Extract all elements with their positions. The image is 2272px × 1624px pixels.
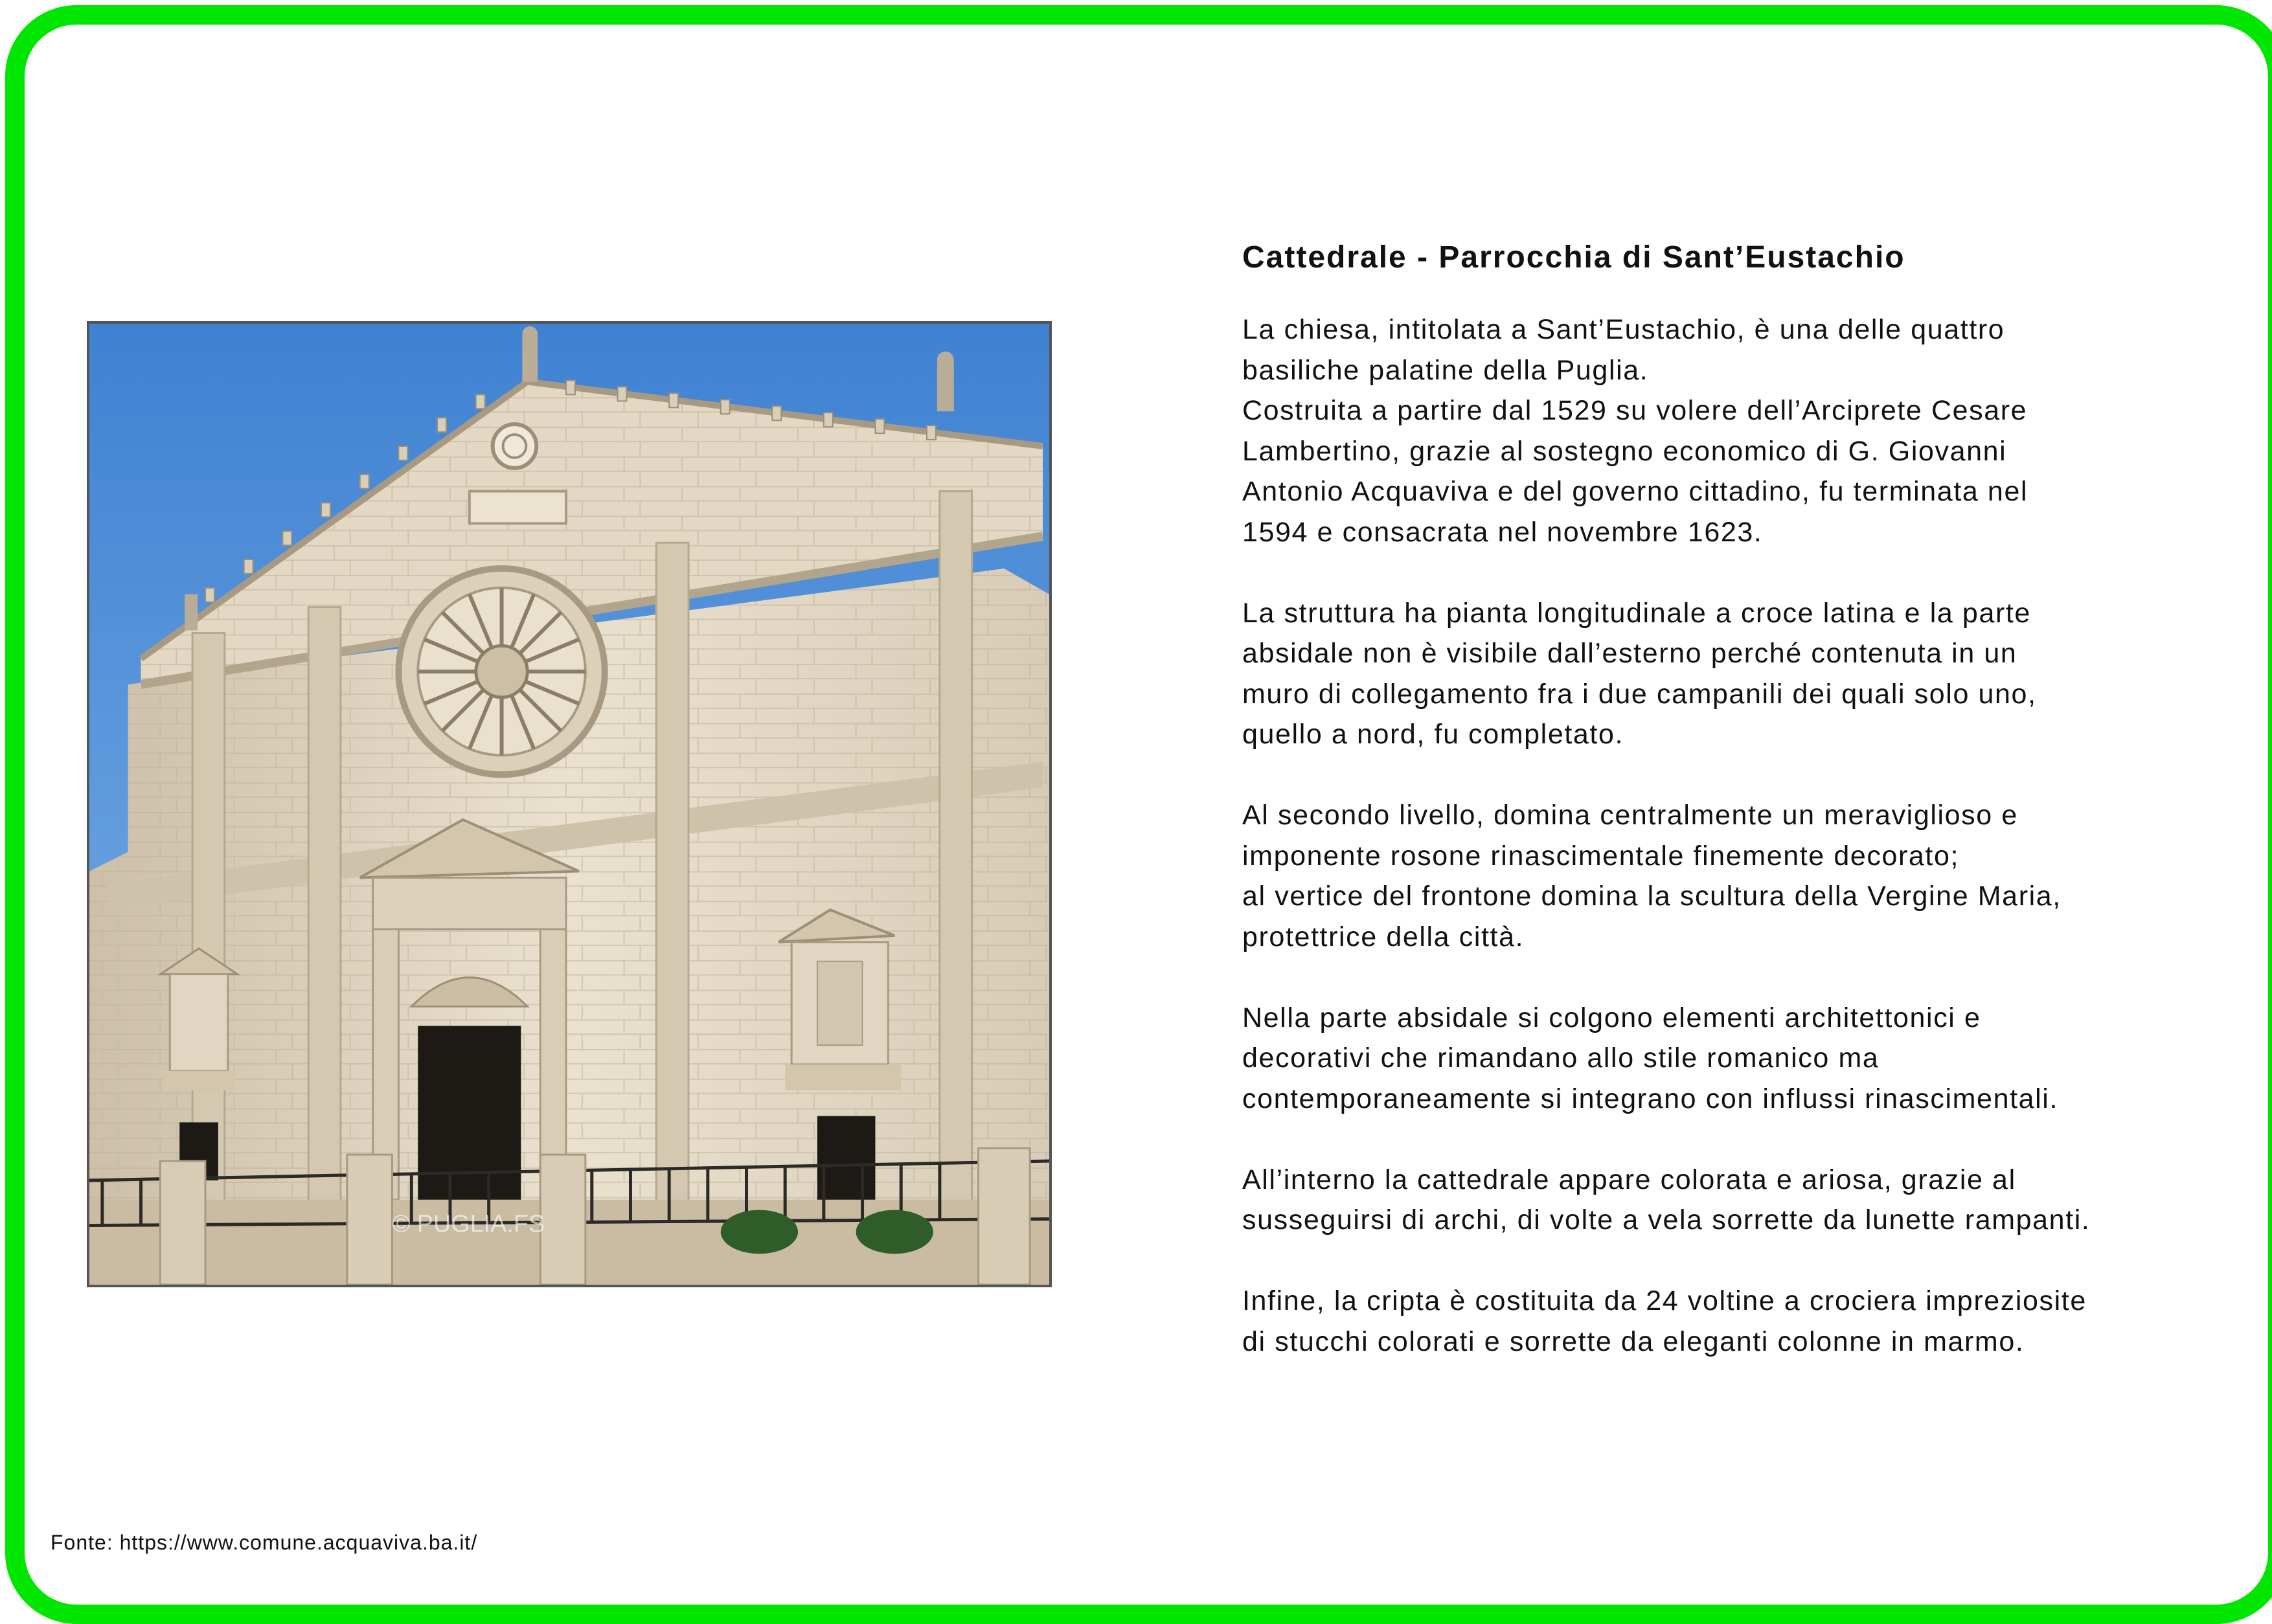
text-line: contemporaneamente si integrano con influssi rinascimentali. <box>1242 1083 2059 1114</box>
text-line: al vertice del frontone domina la scultura della Vergine Maria, <box>1242 881 2062 912</box>
paragraph-history <box>1242 310 2201 552</box>
text-line: imponente rosone rinascimentale finemente decorato; <box>1242 840 1960 872</box>
text-line: basiliche palatine della Puglia. <box>1242 354 1649 386</box>
text-line: di stucchi colorati e sorrette da eleganti colonne in marmo. <box>1242 1325 2025 1357</box>
cathedral-facade-image <box>89 324 1049 1285</box>
paragraph-interior <box>1242 1160 2201 1241</box>
cathedral-photo <box>87 321 1052 1287</box>
text-line: quello a nord, fu completato. <box>1242 719 1624 750</box>
article-body <box>1242 310 2201 1403</box>
text-line: Costruita a partire dal 1529 su volere dell’Arciprete Cesare <box>1242 395 2028 426</box>
text-line: absidale non è visibile dall’esterno perché contenuta in un <box>1242 638 2017 669</box>
text-line: Antonio Acquaviva e del governo cittadino, fu terminata nel <box>1242 476 2028 507</box>
paragraph-apse <box>1242 998 2201 1120</box>
text-line: 1594 e consacrata nel novembre 1623. <box>1242 516 1763 548</box>
photo-watermark: © PUGLIA.FS <box>392 1210 545 1238</box>
text-line: Infine, la cripta è costituita da 24 voltine a crociera impreziosite <box>1242 1285 2087 1316</box>
text-line: muro di collegamento fra i due campanili dei quali solo uno, <box>1242 678 2037 710</box>
text-line: Al secondo livello, domina centralmente un meraviglioso e <box>1242 800 2018 831</box>
text-line: La chiesa, intitolata a Sant’Eustachio, è una delle quattro <box>1242 314 2005 345</box>
text-line: Lambertino, grazie al sostegno economico di G. Giovanni <box>1242 435 2007 467</box>
paragraph-structure <box>1242 593 2201 755</box>
paragraph-rose-window <box>1242 795 2201 957</box>
text-line: All’interno la cattedrale appare colorata e ariosa, grazie al <box>1242 1164 2016 1195</box>
text-line: decorativi che rimandano allo stile romanico ma <box>1242 1043 1880 1074</box>
source-credit: Fonte: https://www.comune.acquaviva.ba.it/ <box>51 1531 478 1554</box>
page-title: Cattedrale - Parrocchia di Sant’Eustachio <box>1242 240 1905 275</box>
text-line: La struttura ha pianta longitudinale a croce latina e la parte <box>1242 597 2031 629</box>
text-line: protettrice della città. <box>1242 921 1525 953</box>
text-line: susseguirsi di archi, di volte a vela sorrette da lunette rampanti. <box>1242 1204 2091 1235</box>
paragraph-crypt <box>1242 1281 2201 1362</box>
rose-window <box>398 569 604 774</box>
text-line: Nella parte absidale si colgono elementi architettonici e <box>1242 1002 1981 1033</box>
